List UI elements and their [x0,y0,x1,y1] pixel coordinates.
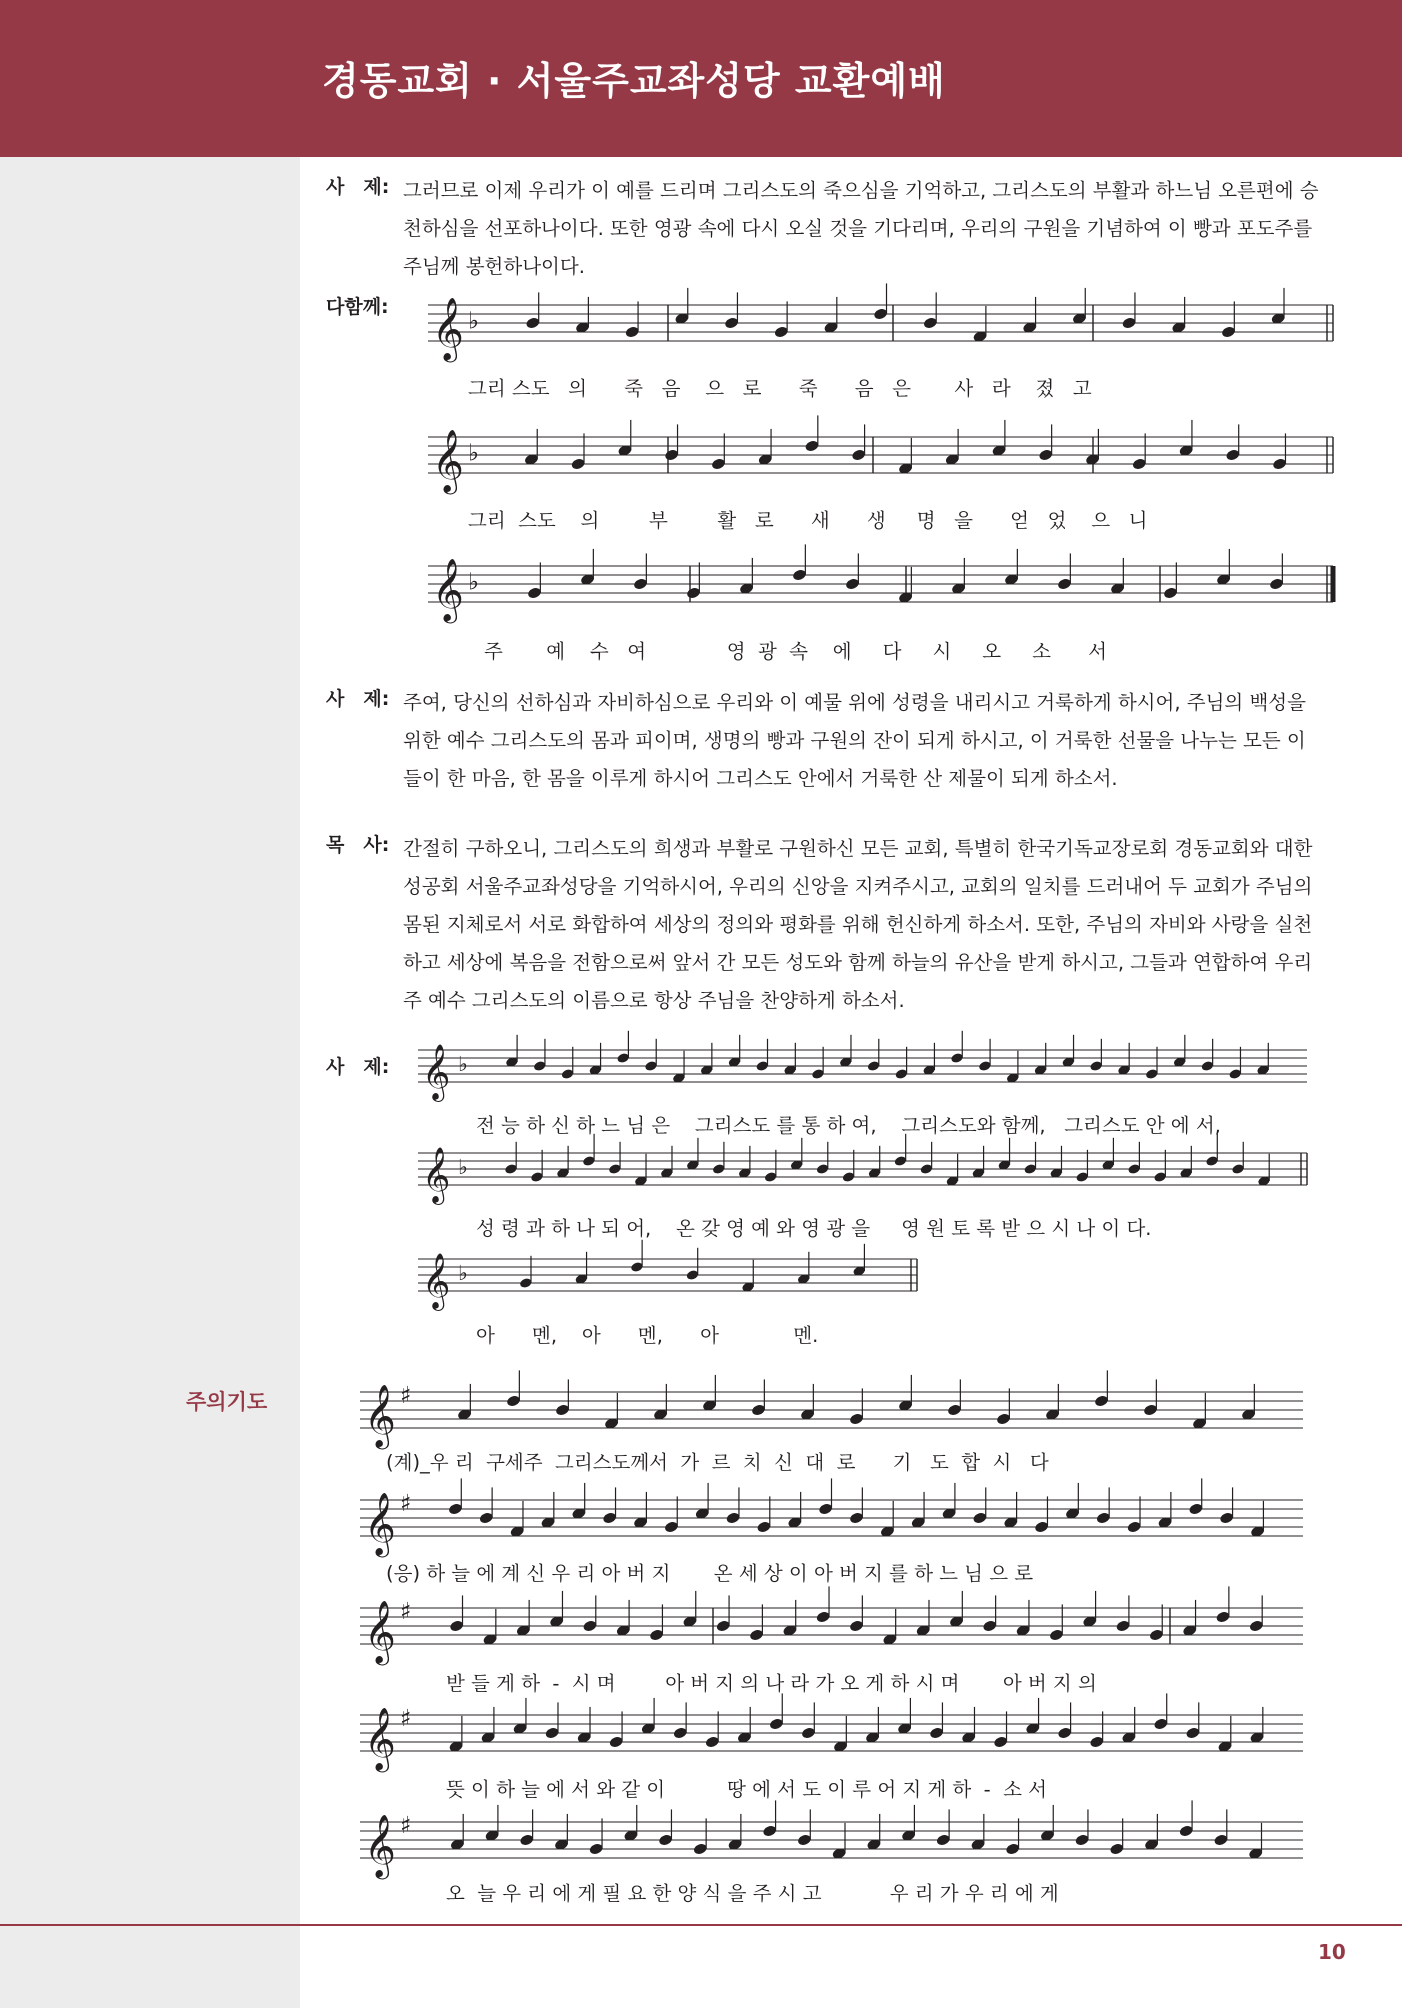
treble-clef-icon: 𝄞 [364,1384,396,1447]
flat-sign-icon: ♭ [468,567,480,596]
sharp-sign-icon: ♯ [400,1703,412,1732]
treble-clef-icon: 𝄞 [432,558,464,621]
footer-rule [0,1924,1402,1926]
speaker-priest-3: 사 제: [326,1056,390,1078]
lyrics-line: 아 멘, 아 멘, 아 멘. [476,1324,819,1347]
paragraph-pastor: 간절히 구하오니, 그리스도의 희생과 부활로 구원하신 모든 교회, 특별히 한국기독교장로회 경동교회와 대한성공회 서울주교좌성당을 기억하시어, 우리의 신앙을 지켜주시고, 교회의 일치를 드러내어 두 교회가 주님의 몸된 지체로서 서로 화합하여 세상의 정의와 평화를 위해 헌신하게 하소서. 또한, 주님의 자비와 사랑을 실천하고 세상에 복음을 전함으로써 앞서 간 모든 성도와 함께 하늘의 유산을 받게 하시고, 그들과 연합하여 우리 주 예수 그리스도의 이름으로 항상 주님을 찬양하게 하소서. [403,837,1313,1012]
lyrics-line: 그리 스도 의 죽 음 으 로 죽 음 은 사 라 졌 고 [468,377,1092,400]
paragraph-priest-2: 주여, 당신의 선하심과 자비하심으로 우리와 이 예물 위에 성령을 내리시고 거룩하게 하시어, 주님의 백성을 위한 예수 그리스도의 몸과 피이며, 생명의 빵과 구원의 잔이 되게 하시고, 이 거룩한 선물을 나누는 모든 이들이 한 마음, 한 몸을 이루게 하시어 그리스도 안에서 거룩한 산 제물이 되게 하소서. [403,691,1306,790]
page-title: 경동교회 · 서울주교좌성당 교환예배 [322,59,946,103]
treble-clef-icon: 𝄞 [432,297,464,360]
lyrics-line: 받 들 게 하 - 시 며 아 버 지 의 나 라 가 오 게 하 시 며 아 버 지 의 [446,1672,1097,1695]
sharp-sign-icon: ♯ [400,1596,412,1625]
lyrics-line: (계)_우 리 구세주 그리스도께서 가 르 치 신 대 로 기 도 합 시 다 [386,1451,1049,1474]
speaker-priest: 사 제: [326,176,390,198]
lyrics-line: 오 늘 우 리 에 게 필 요 한 양 식 을 주 시 고 우 리 가 우 리 에 게 [446,1882,1059,1905]
lyrics-line: 주 예 수 여 영 광 속 에 다 시 오 소 서 [484,640,1107,663]
page-number: 10 [1318,1940,1346,1964]
lyrics-line: 성 령 과 하 나 되 어, 온 갖 영 예 와 영 광 을 영 원 토 록 받 으 시 나 이 다. [476,1217,1152,1240]
lyrics-line: (응) 하 늘 에 계 신 우 리 아 버 지 온 세 상 이 아 버 지 를 하 느 님 으 로 [386,1562,1034,1585]
lyrics-line: 전 능 하 신 하 느 님 은 그리스도 를 통 하 여, 그리스도와 함께, 그리스도 안 에 서, [476,1114,1221,1137]
flat-sign-icon: ♭ [458,1051,468,1076]
flat-sign-icon: ♭ [468,438,480,467]
lyrics-line: 뜻 이 하 늘 에 서 와 같 이 땅 에 서 도 이 루 어 지 게 하 - 소 서 [446,1778,1047,1801]
flat-sign-icon: ♭ [458,1154,468,1179]
paragraph-priest-1: 그러므로 이제 우리가 이 예를 드리며 그리스도의 죽으심을 기억하고, 그리스도의 부활과 하느님 오른편에 승천하심을 선포하나이다. 또한 영광 속에 다시 오실 것을 기다리며, 우리의 구원을 기념하여 이 빵과 포도주를 주님께 봉헌하나이다. [403,179,1319,278]
speaker-together: 다함께: [326,296,389,318]
treble-clef-icon: 𝄞 [422,1044,451,1100]
sharp-sign-icon: ♯ [400,1380,412,1409]
treble-clef-icon: 𝄞 [364,1707,396,1770]
treble-clef-icon: 𝄞 [364,1492,396,1555]
section-label-lords-prayer: 주의기도 [186,1390,268,1414]
treble-clef-icon: 𝄞 [432,429,464,492]
flat-sign-icon: ♭ [468,306,480,335]
treble-clef-icon: 𝄞 [422,1147,451,1203]
flat-sign-icon: ♭ [458,1260,468,1285]
sharp-sign-icon: ♯ [400,1810,412,1839]
treble-clef-icon: 𝄞 [364,1600,396,1663]
speaker-pastor: 목 사: [326,834,390,856]
lyrics-line: 그리 스도 의 부 활 로 새 생 명 을 얻 었 으 니 [468,509,1148,532]
treble-clef-icon: 𝄞 [422,1253,451,1309]
treble-clef-icon: 𝄞 [364,1814,396,1877]
sharp-sign-icon: ♯ [400,1488,412,1517]
speaker-priest-2: 사 제: [326,688,390,710]
